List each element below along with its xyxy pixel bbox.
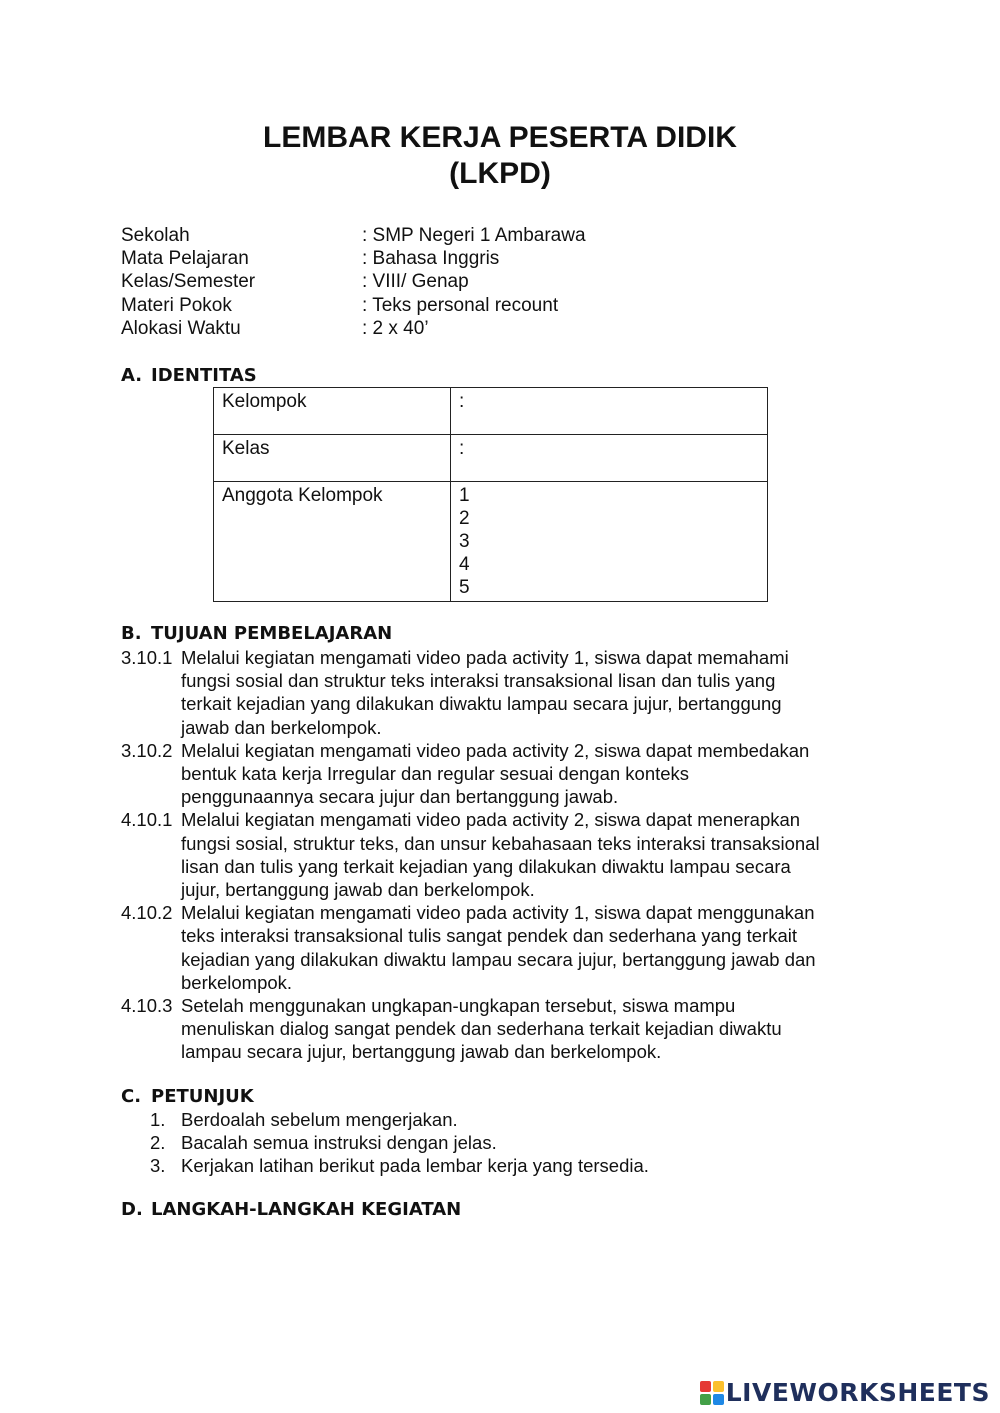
section-letter: D. — [121, 1199, 143, 1220]
list-number: 3. — [150, 1155, 166, 1177]
meta-row — [121, 294, 586, 317]
objective-item — [121, 994, 881, 1064]
section-a-heading — [121, 365, 257, 387]
objectives-list — [121, 646, 881, 1064]
section-letter: C. — [121, 1086, 142, 1107]
objective-line: penggunaannya secara jujur dan bertanggung jawab. — [181, 786, 619, 808]
meta-label: Mata Pelajaran — [121, 248, 249, 270]
instructions-list — [150, 1108, 649, 1178]
table-row — [214, 388, 768, 435]
objective-line: berkelompok. — [181, 971, 293, 993]
meta-row — [121, 270, 586, 293]
member-number: 5 — [459, 577, 470, 598]
logo-block-yellow — [713, 1381, 724, 1392]
objective-code: 4.10.1 — [121, 809, 173, 831]
objective-line: menuliskan dialog sangat pendek dan sederhana terkait kejadian diwaktu — [181, 1018, 782, 1040]
objective-line: jujur, bertanggung jawab dan berkelompok. — [181, 879, 535, 901]
objective-code: 4.10.3 — [121, 995, 173, 1017]
meta-label: Kelas/Semester — [121, 271, 256, 293]
objective-line: Melalui kegiatan mengamati video pada activity 1, siswa dapat menggunakan — [181, 902, 815, 924]
objective-line: Melalui kegiatan mengamati video pada activity 2, siswa dapat membedakan — [181, 739, 810, 761]
member-number: 1 — [459, 485, 470, 506]
member-number: 2 — [459, 508, 470, 529]
kelas-label: Kelas — [214, 435, 451, 482]
section-title: TUJUAN PEMBELAJARAN — [151, 623, 393, 644]
list-item — [150, 1131, 649, 1154]
section-letter: B. — [121, 623, 142, 644]
objective-code: 3.10.1 — [121, 647, 173, 668]
meta-value: : VIII/ Genap — [362, 271, 469, 293]
logo-block-green — [700, 1394, 711, 1405]
objective-line: fungsi sosial dan struktur teks interaksi transaksional lisan dan tulis yang — [181, 670, 776, 692]
section-title: PETUNJUK — [151, 1086, 254, 1107]
meta-value: : Bahasa Inggris — [362, 248, 500, 270]
objective-line: terkait kejadian yang dilakukan diwaktu lampau secara jujur, bertanggung — [181, 693, 782, 715]
objective-item — [121, 808, 881, 901]
list-text: Berdoalah sebelum mengerjakan. — [181, 1109, 458, 1130]
list-number: 1. — [150, 1109, 166, 1130]
table-row — [214, 482, 768, 602]
objective-line: fungsi sosial, struktur teks, dan unsur kebahasaan teks interaksi transaksional — [181, 832, 820, 854]
document-title: LEMBAR KERJA PESERTA DIDIK — [263, 121, 737, 154]
meta-info — [121, 224, 586, 340]
list-item — [150, 1108, 649, 1131]
member-number: 4 — [459, 554, 470, 575]
objective-line: lisan dan tulis yang terkait kejadian yang dilakukan diwaktu lampau secara — [181, 855, 791, 877]
logo-blocks-icon — [700, 1381, 724, 1405]
meta-row — [121, 317, 586, 340]
identity-table — [213, 387, 768, 602]
kelas-field[interactable]: : — [451, 435, 768, 482]
logo-block-red — [700, 1381, 711, 1392]
meta-label: Materi Pokok — [121, 294, 232, 316]
objective-line: Melalui kegiatan mengamati video pada activity 2, siswa dapat menerapkan — [181, 809, 801, 831]
logo-block-blue — [713, 1394, 724, 1405]
section-b-heading — [121, 623, 392, 645]
section-letter: A. — [121, 365, 143, 386]
anggota-field[interactable] — [451, 482, 768, 602]
kelompok-label: Kelompok — [214, 388, 451, 435]
objective-line: Melalui kegiatan mengamati video pada activity 1, siswa dapat memahami — [181, 647, 789, 668]
objective-code: 4.10.2 — [121, 902, 173, 924]
objective-line: teks interaksi transaksional tulis sangat pendek dan sederhana yang terkait — [181, 925, 798, 947]
section-d-heading — [121, 1199, 461, 1221]
meta-label: Alokasi Waktu — [121, 317, 241, 339]
section-c-heading — [121, 1086, 254, 1108]
brand-text: LIVEWORKSHEETS — [725, 1378, 990, 1407]
list-text: Bacalah semua instruksi dengan jelas. — [181, 1132, 497, 1154]
meta-row — [121, 247, 586, 270]
objective-line: Setelah menggunakan ungkapan-ungkapan tersebut, siswa mampu — [181, 995, 736, 1017]
list-number: 2. — [150, 1132, 166, 1154]
meta-row — [121, 224, 586, 247]
document-subtitle: (LKPD) — [449, 157, 551, 190]
kelompok-field[interactable]: : — [451, 388, 768, 435]
objective-item — [121, 646, 881, 739]
objective-line: bentuk kata kerja Irregular dan regular sesuai dengan konteks — [181, 763, 690, 785]
meta-value: : SMP Negeri 1 Ambarawa — [362, 225, 586, 246]
objective-line: kejadian yang dilakukan diwaktu lampau secara jujur, bertanggung jawab dan — [181, 948, 816, 970]
objective-code: 3.10.2 — [121, 739, 173, 761]
meta-label: Sekolah — [121, 225, 190, 246]
list-text: Kerjakan latihan berikut pada lembar kerja yang tersedia. — [181, 1155, 649, 1177]
section-title: IDENTITAS — [151, 365, 257, 386]
objective-line: jawab dan berkelompok. — [181, 716, 382, 738]
section-title: LANGKAH-LANGKAH KEGIATAN — [151, 1199, 462, 1220]
table-row — [214, 435, 768, 482]
liveworksheets-logo[interactable] — [700, 1378, 990, 1407]
meta-value: : Teks personal recount — [362, 294, 559, 316]
meta-value: : 2 x 40’ — [362, 317, 429, 339]
member-number: 3 — [459, 531, 470, 552]
objective-line: lampau secara jujur, bertanggung jawab dan berkelompok. — [181, 1041, 662, 1063]
anggota-label: Anggota Kelompok — [214, 482, 451, 602]
list-item — [150, 1154, 649, 1177]
objective-item — [121, 901, 881, 994]
objective-item — [121, 739, 881, 809]
